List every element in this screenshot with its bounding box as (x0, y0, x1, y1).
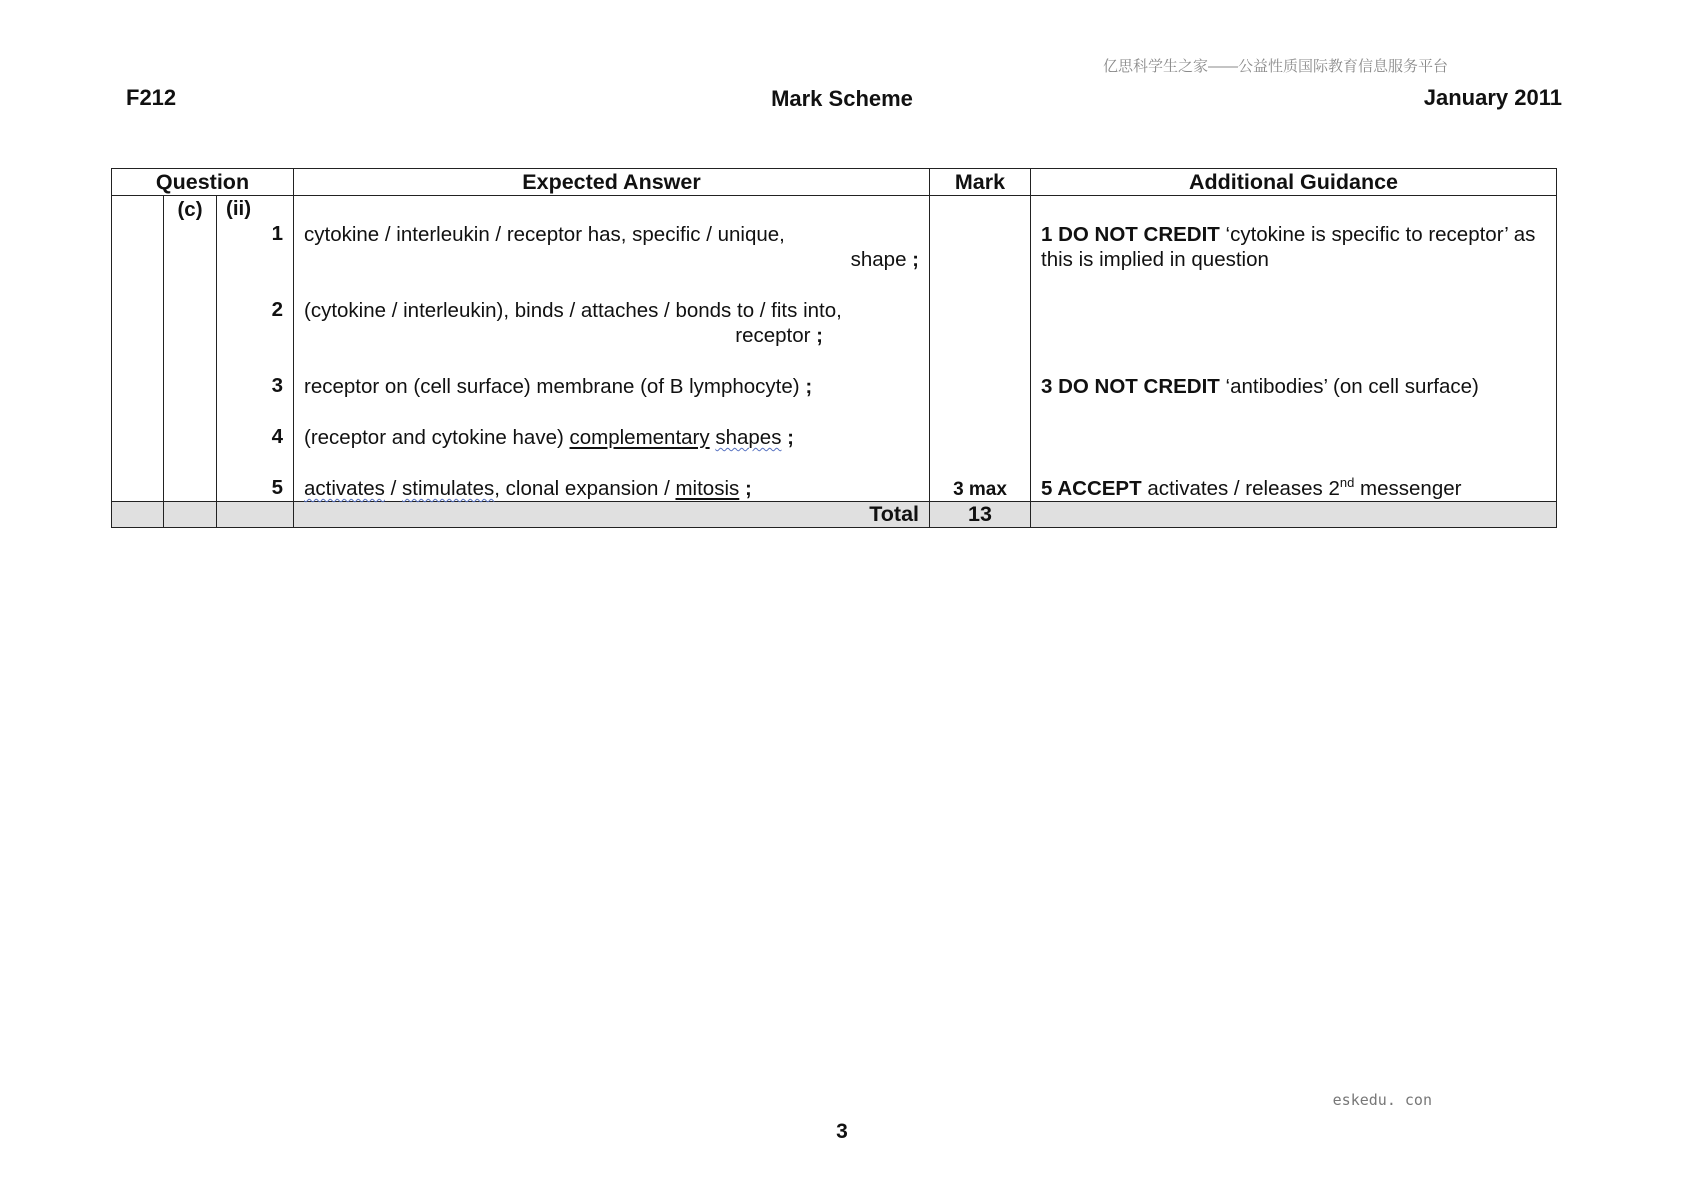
guidance-text: ‘antibodies’ (on cell surface) (1219, 375, 1479, 398)
item-number: 1 (271, 222, 283, 245)
guidance-text: ‘cytokine is specific to receptor’ as this is implied in question (1041, 223, 1536, 271)
question-subpart: (ii) (226, 197, 252, 220)
answer-underlined: stimulates (402, 477, 495, 500)
watermark-text: 亿思科学生之家——公益性质国际教育信息服务平台 (1102, 58, 1448, 75)
answer-semicolon: ; (912, 248, 919, 271)
guidance-text: messenger (1354, 477, 1462, 500)
question-number-cell (112, 196, 164, 502)
guidance-bold: 5 ACCEPT (1041, 477, 1142, 500)
guidance-superscript: nd (1339, 475, 1355, 491)
guidance-item-3 (1041, 374, 1546, 425)
total-label: Total (294, 502, 930, 528)
answer-semicolon: ; (787, 426, 794, 449)
answer-text: cytokine / interleukin / receptor has, specific / unique, (304, 223, 785, 246)
answer-text: / (384, 477, 402, 500)
table-header-row (112, 169, 1557, 196)
guidance-item-1 (1041, 222, 1546, 298)
header-mark: Mark (930, 169, 1031, 196)
question-part: (c) (164, 196, 217, 502)
guidance-text: activates / releases 2 (1141, 477, 1340, 500)
item-numbers-cell (217, 196, 294, 502)
total-row (112, 502, 1557, 528)
answer-item-4 (304, 425, 919, 476)
answer-text: (cytokine / interleukin), binds / attaches / bonds to / fits into, (304, 299, 842, 322)
header-question: Question (112, 169, 294, 196)
guidance-bold: 1 DO NOT CREDIT (1041, 223, 1220, 246)
header-expected-answer: Expected Answer (294, 169, 930, 196)
answer-underlined: complementary (569, 426, 710, 449)
guidance-item-5 (1041, 476, 1546, 501)
guidance-bold: 3 DO NOT CREDIT (1041, 375, 1220, 398)
paper-code: F212 (126, 85, 177, 110)
page-number: 3 (836, 1120, 848, 1143)
answer-underlined: mitosis (675, 477, 740, 500)
answer-underlined: shapes (715, 426, 782, 449)
answer-item-3 (304, 374, 919, 425)
answer-text: (receptor and cytokine have) (304, 426, 570, 449)
total-value: 13 (930, 502, 1031, 528)
answer-item-1 (304, 222, 919, 298)
answer-semicolon: ; (805, 375, 813, 398)
answer-semicolon: ; (744, 477, 752, 500)
answer-underlined: activates (304, 477, 385, 500)
answer-item-2 (304, 298, 919, 374)
page-title: Mark Scheme (771, 86, 913, 111)
answer-item-5 (304, 476, 919, 501)
table-row (112, 196, 1557, 502)
item-number: 3 (271, 374, 283, 397)
expected-answer-cell (294, 196, 930, 502)
mark-cell: 3 max (930, 196, 1031, 502)
site-mark: eskedu. con (1332, 1091, 1432, 1109)
answer-text: , clonal expansion / (494, 477, 676, 500)
answer-text: receptor on (cell surface) membrane (of B lymphocyte) (304, 375, 800, 398)
answer-text: shape (850, 248, 907, 271)
answer-semicolon: ; (816, 324, 823, 347)
guidance-cell (1031, 196, 1557, 502)
exam-date: January 2011 (1423, 85, 1562, 110)
mark-scheme-table (111, 168, 1557, 528)
item-number: 4 (271, 425, 283, 448)
item-number: 2 (271, 298, 283, 321)
answer-text: receptor (735, 324, 811, 347)
header-additional-guidance: Additional Guidance (1031, 169, 1557, 196)
item-number: 5 (271, 476, 283, 499)
